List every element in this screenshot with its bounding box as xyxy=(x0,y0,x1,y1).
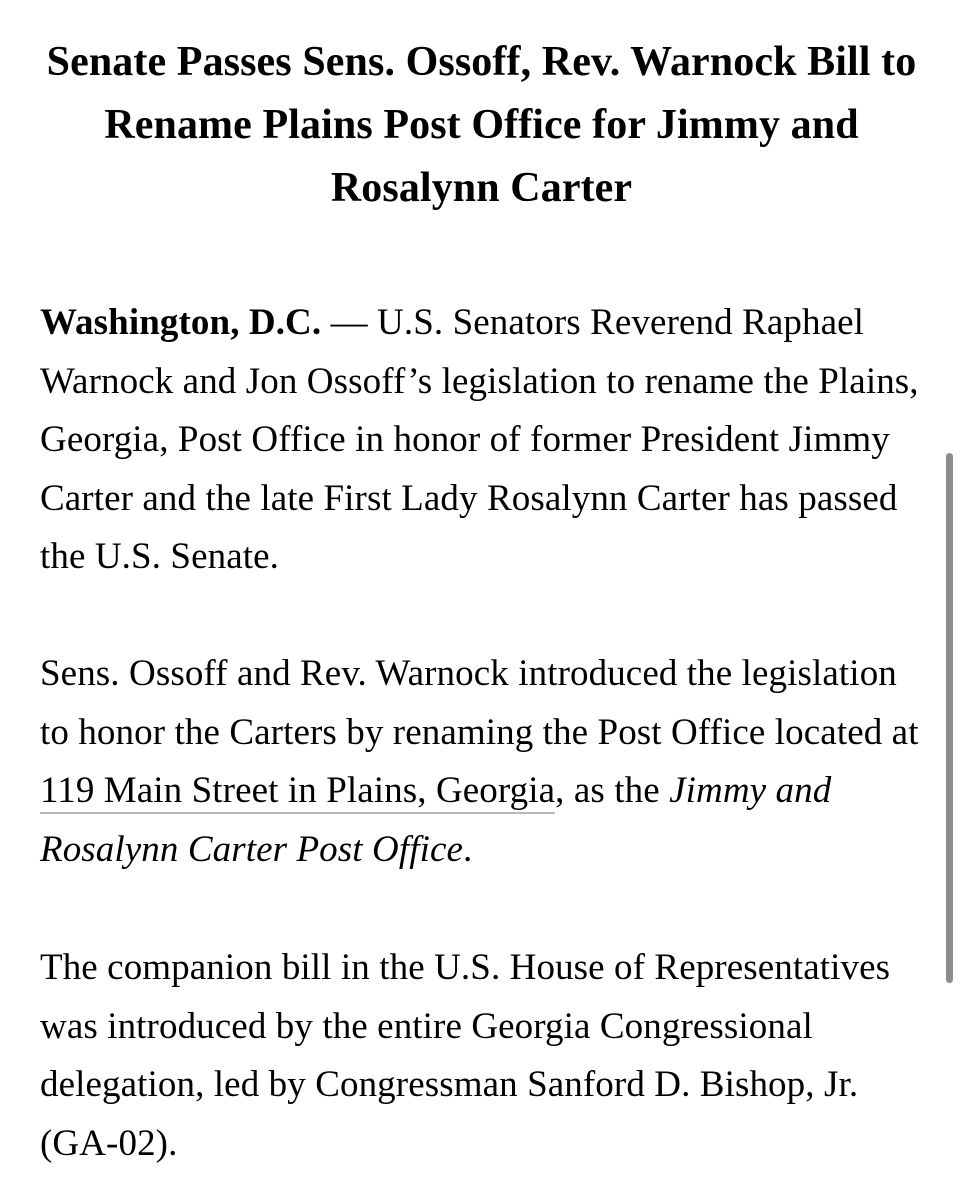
page-title: Senate Passes Sens. Ossoff, Rev. Warnock Bill to Rename Plains Post Office for Jimmy and Rosalynn Carter xyxy=(46,39,917,211)
paragraph-2-text-middle: , as the xyxy=(555,770,670,811)
scrollbar-thumb[interactable] xyxy=(946,453,953,983)
dateline: Washington, D.C. xyxy=(40,302,322,343)
paragraph-1-text: — U.S. Senators Reverend Raphael Warnock and Jon Ossoff’s legislation to rename the Plains, Georgia, Post Office in honor of former President Jimmy Carter and the late First Lady Rosalynn Carter has passed the U.S. Senate. xyxy=(40,302,919,577)
address-link[interactable]: 119 Main Street in Plains, Georgia xyxy=(40,770,555,814)
paragraph-2-text-before: Sens. Ossoff and Rev. Warnock introduced the legislation to honor the Carters by renaming the Post Office located at xyxy=(40,653,919,753)
article-paragraph-3: The companion bill in the U.S. House of Representatives was introduced by the entire Georgia Congressional delegation, led by Congressman Sanford D. Bishop, Jr. (GA-02). xyxy=(40,947,891,1164)
article-paragraph-1 xyxy=(40,294,920,587)
article-paragraph-2 xyxy=(40,645,920,879)
paragraph-2-text-after: . xyxy=(463,828,473,870)
post-office-name: Jimmy and Rosalynn Carter Post Office xyxy=(40,770,832,870)
